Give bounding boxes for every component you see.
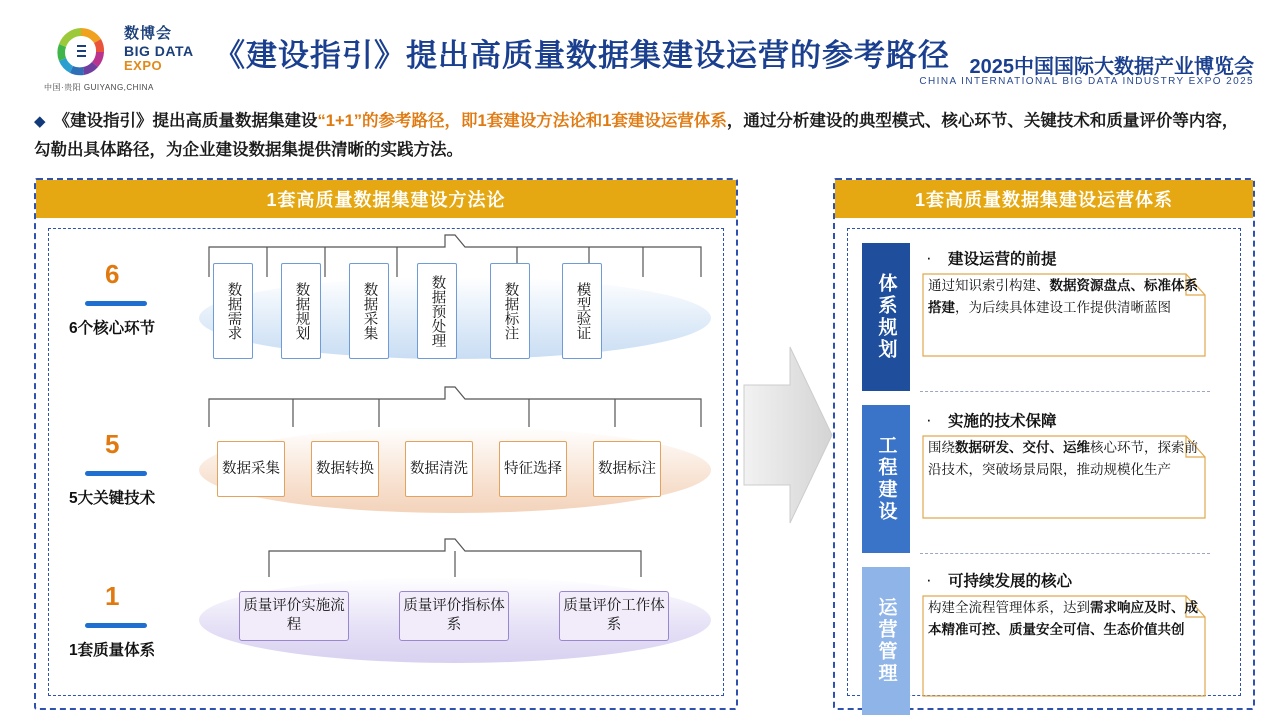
- cell-5-1: 数据采集: [217, 441, 285, 497]
- cell-6-2: 数据规划: [281, 263, 321, 359]
- row-divider-2: [85, 471, 147, 476]
- right-panel: [833, 178, 1255, 710]
- intro-part3: ，通过分析建设的典型模式、核心环节、关键技术和质量评价等内容，勾勒出具体路径，为企业建设数据集提供清晰的实践方法。: [34, 112, 1239, 159]
- stage-1-dot: ·: [926, 248, 932, 267]
- cell-1-3-label: 质量评价工作体系: [563, 598, 665, 633]
- stage-2-title: 实施的技术保障: [948, 413, 1057, 430]
- expo-name-en: CHINA INTERNATIONAL BIG DATA INDUSTRY EXPO 2025: [919, 76, 1254, 87]
- row-label-5: 5大关键技术: [69, 490, 156, 507]
- intro-part1: 《建设指引》提出高质量数据集建设: [53, 112, 318, 130]
- row-3-brace: [199, 537, 711, 579]
- expo-name-cn: 2025中国国际大数据产业博览会: [969, 56, 1254, 78]
- left-panel: [34, 178, 738, 710]
- row-number-1: 1: [105, 581, 120, 611]
- stage-separator-2: [920, 553, 1210, 554]
- logo-location-text: 中国·贵阳 GUIYANG,CHINA: [44, 83, 154, 92]
- stage-separator-1: [920, 391, 1210, 392]
- right-panel-title: 1套高质量数据集建设运营体系: [835, 180, 1253, 218]
- cell-6-5: 数据标注: [490, 263, 530, 359]
- logo-bigdata-text: BIG DATA: [124, 43, 194, 59]
- left-panel-title: 1套高质量数据集建设方法论: [36, 180, 736, 218]
- stage-tab-operations: 运营管理: [862, 567, 910, 715]
- intro-part2: 的参考路径，即1套建设方法论和1套建设运营体系: [362, 112, 727, 130]
- logo-mark-icon: [44, 24, 118, 80]
- cell-6-6: 模型验证: [562, 263, 602, 359]
- cell-5-3: 数据清洗: [405, 441, 473, 497]
- stage-1-description: 通过知识索引构建、数据资源盘点、标准体系搭建，为后续具体建设工作提供清晰蓝图: [928, 278, 1198, 315]
- stage-2-description: 围绕数据研发、交付、运维核心环节，探索前沿技术，突破场景局限，推动规模化生产: [928, 440, 1198, 477]
- cell-1-1-label: 质量评价实施流程: [243, 598, 345, 633]
- stage-tab-engineering: 工程建设: [862, 405, 910, 553]
- cell-1-2-label: 质量评价指标体系: [403, 598, 505, 633]
- cell-1-1: [239, 591, 349, 641]
- row-number-5: 5: [105, 429, 120, 459]
- logo-cn-text: 数博会: [124, 25, 173, 42]
- row-divider-1: [85, 301, 147, 306]
- page-title: 《建设指引》提出高质量数据集建设运营的参考路径: [214, 38, 950, 73]
- intro-paragraph: [34, 107, 1250, 164]
- stage-3-dot: ·: [926, 570, 932, 589]
- cell-1-2: [399, 591, 509, 641]
- stage-2-dot: ·: [926, 410, 932, 429]
- stage-3-title: 可持续发展的核心: [948, 573, 1073, 590]
- left-panel-body: [48, 228, 724, 696]
- cell-5-5: 数据标注: [593, 441, 661, 497]
- logo-wordmark: [124, 26, 216, 73]
- bullet-icon: ◆: [34, 113, 46, 130]
- right-panel-body: [847, 228, 1241, 696]
- row-2-brace: [199, 385, 711, 429]
- row-divider-3: [85, 623, 147, 628]
- cell-6-3: 数据采集: [349, 263, 389, 359]
- stage-1-title: 建设运营的前提: [948, 251, 1057, 268]
- cell-5-2: 数据转换: [311, 441, 379, 497]
- expo-logo: [44, 20, 214, 92]
- row-number-6: 6: [105, 259, 120, 289]
- cell-5-4: 特征选择: [499, 441, 567, 497]
- stage-tab-planning: 体系规划: [862, 243, 910, 391]
- stage-3-description: 构建全流程管理体系，达到需求响应及时、成本精准可控、质量安全可信、生态价值共创: [928, 600, 1198, 637]
- row-label-6: 6个核心环节: [69, 320, 156, 337]
- cell-1-3: [559, 591, 669, 641]
- row-label-1: 1套质量体系: [69, 642, 156, 659]
- flow-arrow-icon: [742, 285, 834, 585]
- intro-highlight: “1+1”: [317, 112, 363, 130]
- page-header: [0, 0, 1280, 96]
- cell-6-1: 数据需求: [213, 263, 253, 359]
- cell-6-4: 数据预处理: [417, 263, 457, 359]
- logo-expo-text: EXPO: [124, 58, 163, 73]
